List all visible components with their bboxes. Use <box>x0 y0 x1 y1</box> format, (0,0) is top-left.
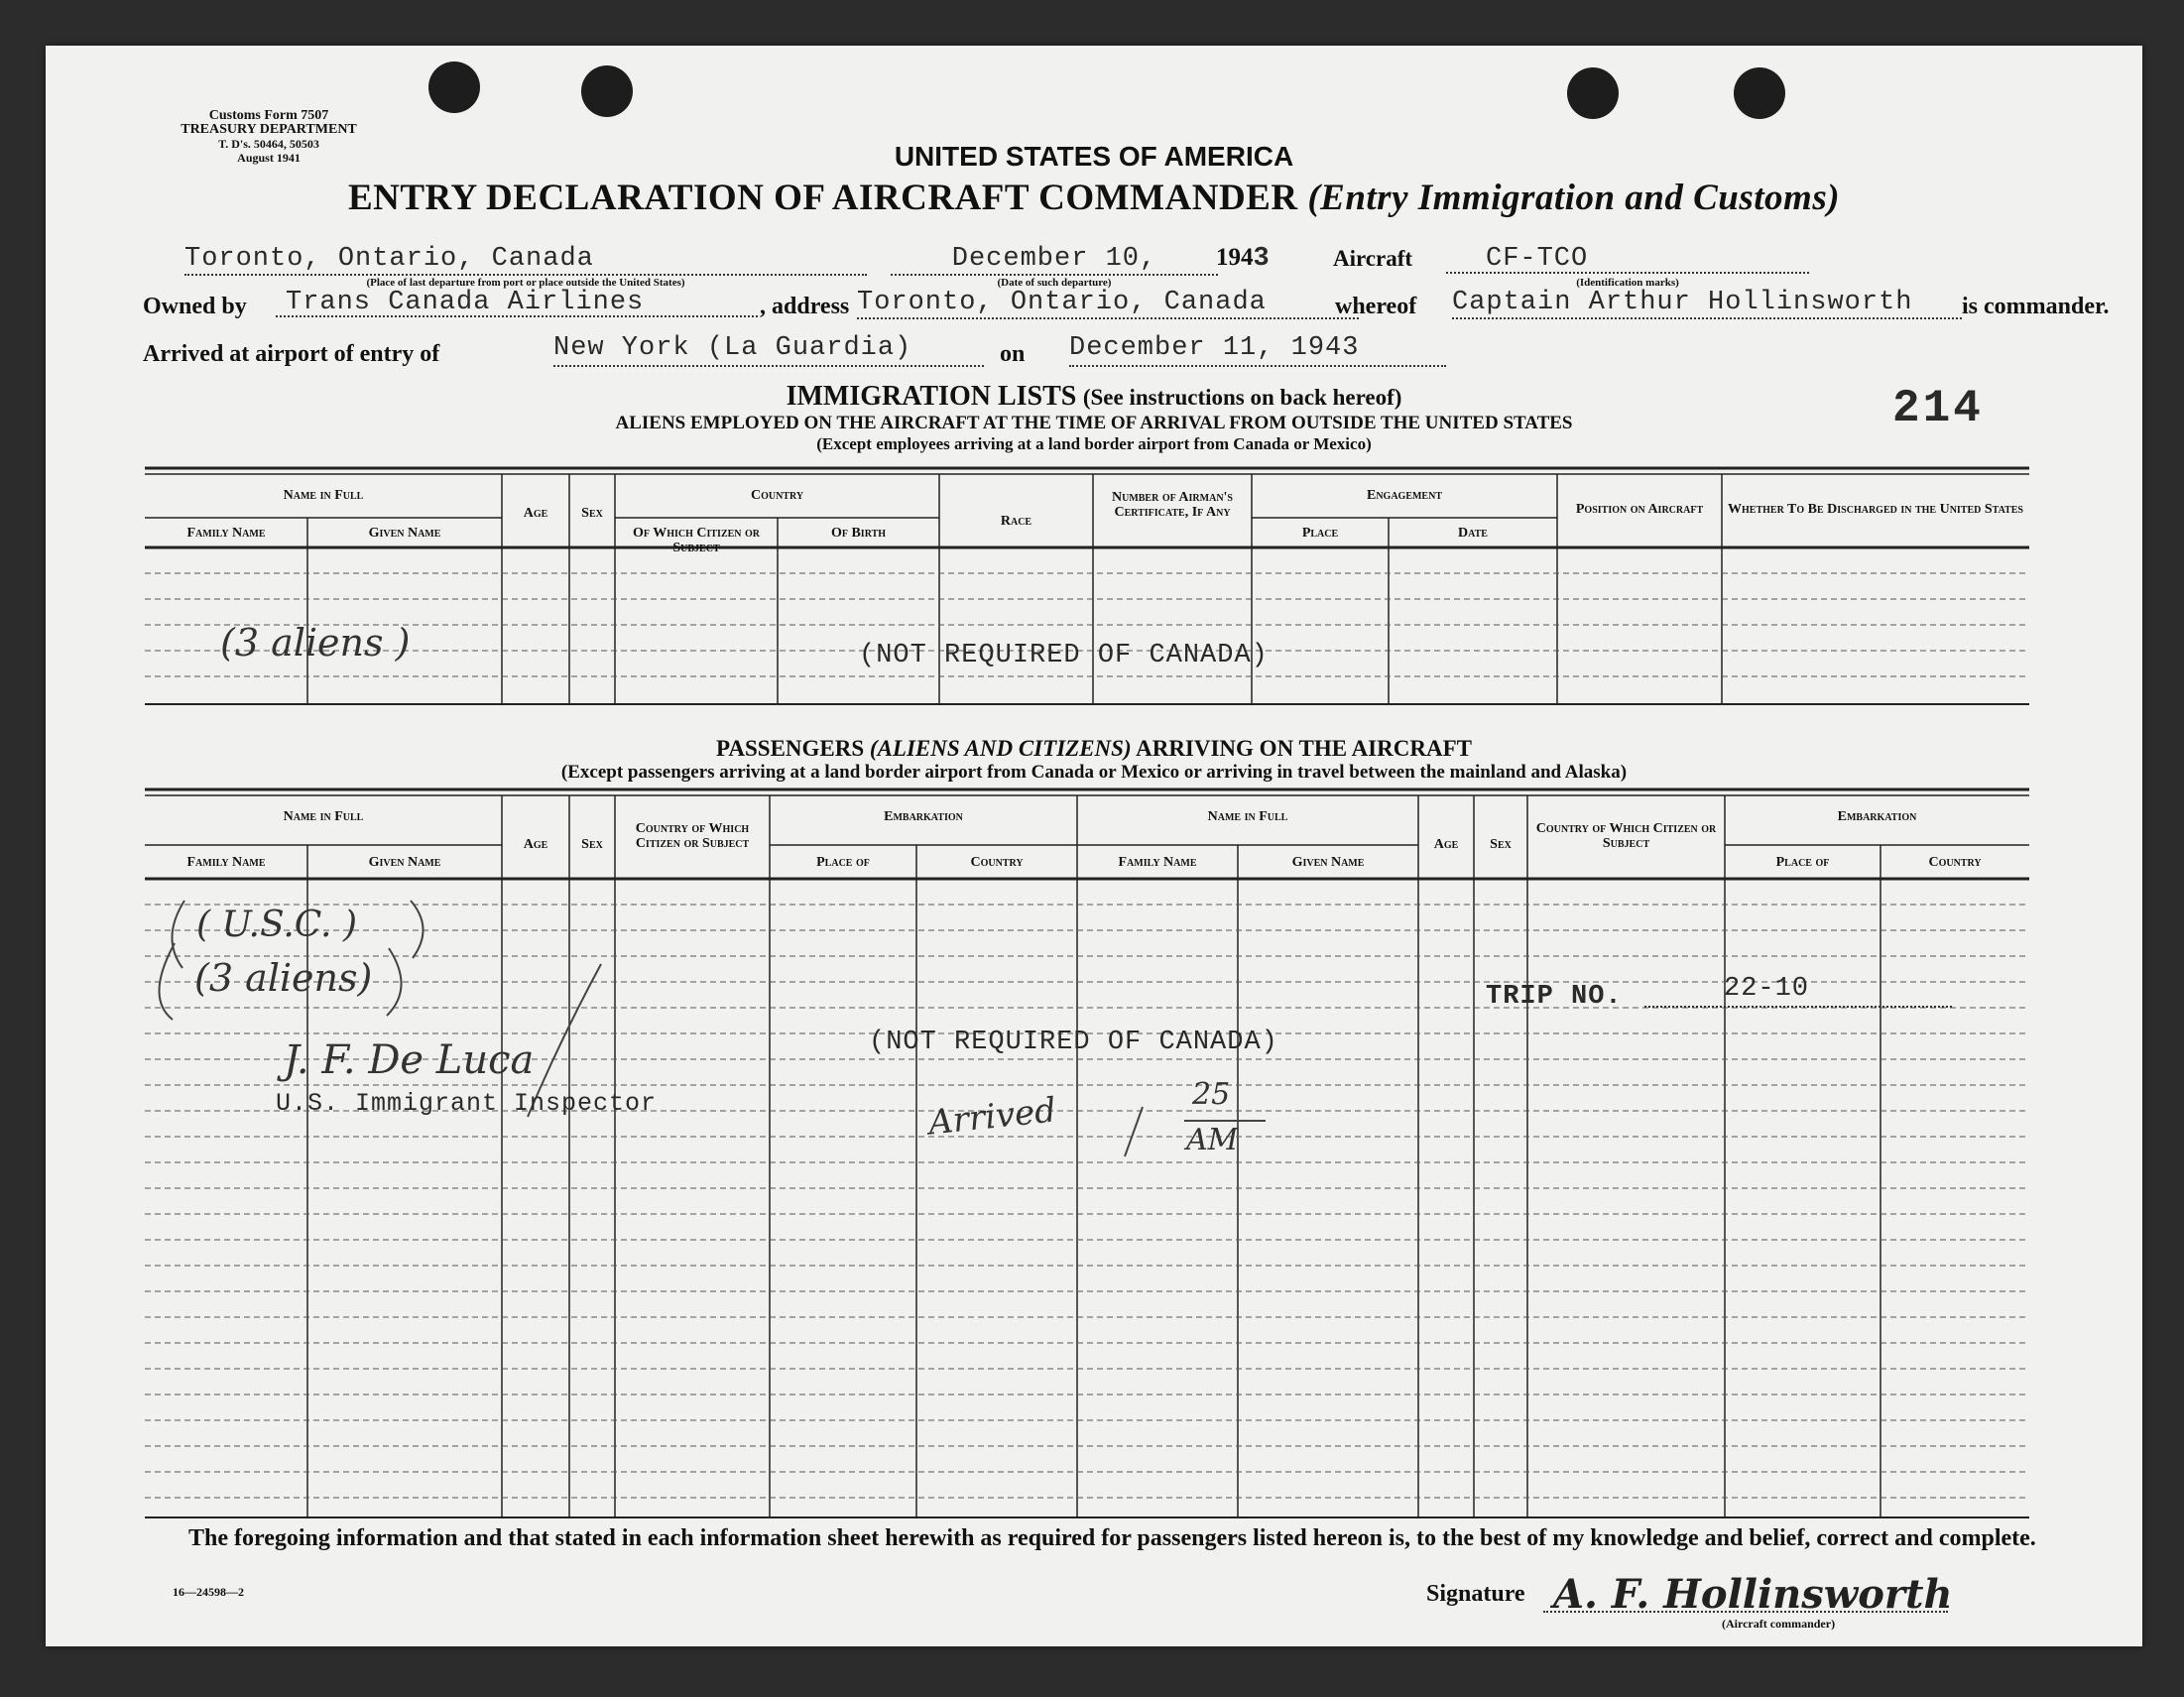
aliens-heading: ALIENS EMPLOYED ON THE AIRCRAFT AT THE TIME OF ARRIVAL FROM OUTSIDE THE UNITED STATES <box>615 413 1573 433</box>
signature-caption: (Aircraft commander) <box>1722 1617 1836 1631</box>
trip-no-value: 22-10 <box>1644 974 1952 1008</box>
t1-of-birth: Of Birth <box>830 526 887 541</box>
aliens-count-note-2: (3 aliens) <box>194 956 373 1000</box>
handwriting-marks <box>46 46 2142 1646</box>
print-code: 16—24598—2 <box>173 1585 244 1599</box>
departure-date-caption: (Date of such departure) <box>997 277 1112 289</box>
owned-by-label: Owned by <box>143 294 247 319</box>
usfc-note: ( U.S.C. ) <box>196 905 357 945</box>
t2-country-citizen-2: Country of Which Citizen or Subject <box>1535 821 1717 851</box>
trip-no-label: TRIP NO. <box>1486 982 1623 1012</box>
passengers-exception: (Except passengers arriving at a land border airport from Canada or Mexico or arriving in travel between the mainland and Alaska) <box>560 762 1628 783</box>
passengers-title-italic: (ALIENS AND CITIZENS) <box>869 736 1132 761</box>
department: TREASURY DEPARTMENT <box>181 122 357 137</box>
t2-country-2: Country <box>1928 855 1982 870</box>
t2-age: Age <box>523 837 548 852</box>
arrived-note: Arrived <box>926 1090 1058 1144</box>
t1-age: Age <box>523 506 548 521</box>
not-required-stamp-2: (NOT REQUIRED OF CANADA) <box>869 1028 1278 1057</box>
t2-embarkation-2: Embarkation <box>1837 809 1917 824</box>
aircraft-id-caption: (Identification marks) <box>1576 277 1679 289</box>
address-label: , address <box>760 294 850 319</box>
t2-embarkation: Embarkation <box>884 809 963 824</box>
arrival-date: December 11, 1943 <box>1069 333 1446 367</box>
t2-name-header: Name in Full <box>283 809 364 824</box>
aliens-exception: (Except employees arriving at a land border airport from Canada or Mexico) <box>816 434 1372 453</box>
immigration-title: IMMIGRATION LISTS <box>786 381 1077 412</box>
t2-place-of: Place of <box>816 855 870 870</box>
t1-citizen-of: Of Which Citizen or Subject <box>632 526 761 555</box>
signature-label: Signature <box>1426 1581 1525 1607</box>
t2-age-2: Age <box>1433 837 1459 852</box>
inspector-signature: J. F. De Luca <box>284 1037 535 1083</box>
passengers-title-end: ARRIVING ON THE AIRCRAFT <box>1136 736 1472 761</box>
t2-given-name-2: Given Name <box>1291 855 1365 870</box>
arrived-label: Arrived at airport of entry of <box>143 341 440 367</box>
certification-statement: The foregoing information and that stated in each information sheet herewith as required for passengers listed hereon is, to the best of my knowledge and belief, correct and complete. <box>188 1525 2036 1551</box>
commander-signature: A. F. Hollinsworth <box>1553 1571 1953 1618</box>
commander-name: Captain Arthur Hollinsworth <box>1452 288 1962 319</box>
t1-sex: Sex <box>581 506 603 521</box>
t1-name-header: Name in Full <box>283 488 364 503</box>
t1-discharged: Whether To Be Discharged in the United States <box>1728 502 2023 517</box>
td-numbers: T. D's. 50464, 50503 <box>218 137 319 151</box>
aircraft-id: CF-TCO <box>1446 244 1809 274</box>
passengers-title: PASSENGERS <box>716 736 865 761</box>
on-label: on <box>1000 341 1026 367</box>
immigration-note: (See instructions on back hereof) <box>1082 385 1402 410</box>
t2-country-citizen: Country of Which Citizen or Subject <box>635 821 750 851</box>
departure-date: December 10, <box>891 244 1218 276</box>
owner: Trans Canada Airlines <box>276 288 758 317</box>
t2-place-of-2: Place of <box>1775 855 1830 870</box>
inspector-title: U.S. Immigrant Inspector <box>276 1089 658 1118</box>
aliens-count-note: (3 aliens ) <box>220 621 411 665</box>
arrival-time: 25 <box>1192 1077 1231 1112</box>
t2-family-name: Family Name <box>186 855 266 870</box>
arrival-airport: New York (La Guardia) <box>553 333 984 367</box>
title-sub: (Entry Immigration and Customs) <box>1307 178 1841 218</box>
departure-place-caption: (Place of last departure from port or place outside the United States) <box>366 277 685 289</box>
t1-country: Country <box>750 488 804 503</box>
t1-position: Position on Aircraft <box>1575 502 1704 517</box>
t2-given-name: Given Name <box>368 855 441 870</box>
t1-given-name: Given Name <box>368 526 441 541</box>
whereof-label: whereof <box>1335 294 1417 319</box>
arrival-ampm: AM <box>1186 1123 1239 1157</box>
t1-date: Date <box>1458 526 1488 541</box>
aircraft-label: Aircraft <box>1333 246 1413 271</box>
not-required-stamp-1: (NOT REQUIRED OF CANADA) <box>859 641 1269 670</box>
title-main: ENTRY DECLARATION OF AIRCRAFT COMMANDER <box>347 178 1298 218</box>
t2-country: Country <box>970 855 1024 870</box>
t1-certificate: Number of Airman's Certificate, If Any <box>1111 490 1233 520</box>
country-heading: UNITED STATES OF AMERICA <box>894 141 1294 172</box>
year-suffix: 3 <box>1253 244 1270 274</box>
t2-sex-2: Sex <box>1490 837 1512 852</box>
t1-family-name: Family Name <box>186 526 266 541</box>
t1-place: Place <box>1301 526 1339 541</box>
t2-sex: Sex <box>581 837 603 852</box>
sheet-number: 214 <box>1892 383 1984 434</box>
form-number: Customs Form 7507 <box>208 108 329 123</box>
year-prefix: 194 <box>1216 244 1254 271</box>
form-page <box>46 46 2142 1646</box>
t2-family-name-2: Family Name <box>1118 855 1197 870</box>
is-commander-label: is commander. <box>1962 294 2110 319</box>
departure-place: Toronto, Ontario, Canada <box>184 244 867 276</box>
owner-address: Toronto, Ontario, Canada <box>857 288 1359 319</box>
form-date: August 1941 <box>237 151 301 165</box>
t1-race: Race <box>1000 514 1032 529</box>
t2-name-header-2: Name in Full <box>1207 809 1288 824</box>
t1-engagement: Engagement <box>1366 488 1442 503</box>
